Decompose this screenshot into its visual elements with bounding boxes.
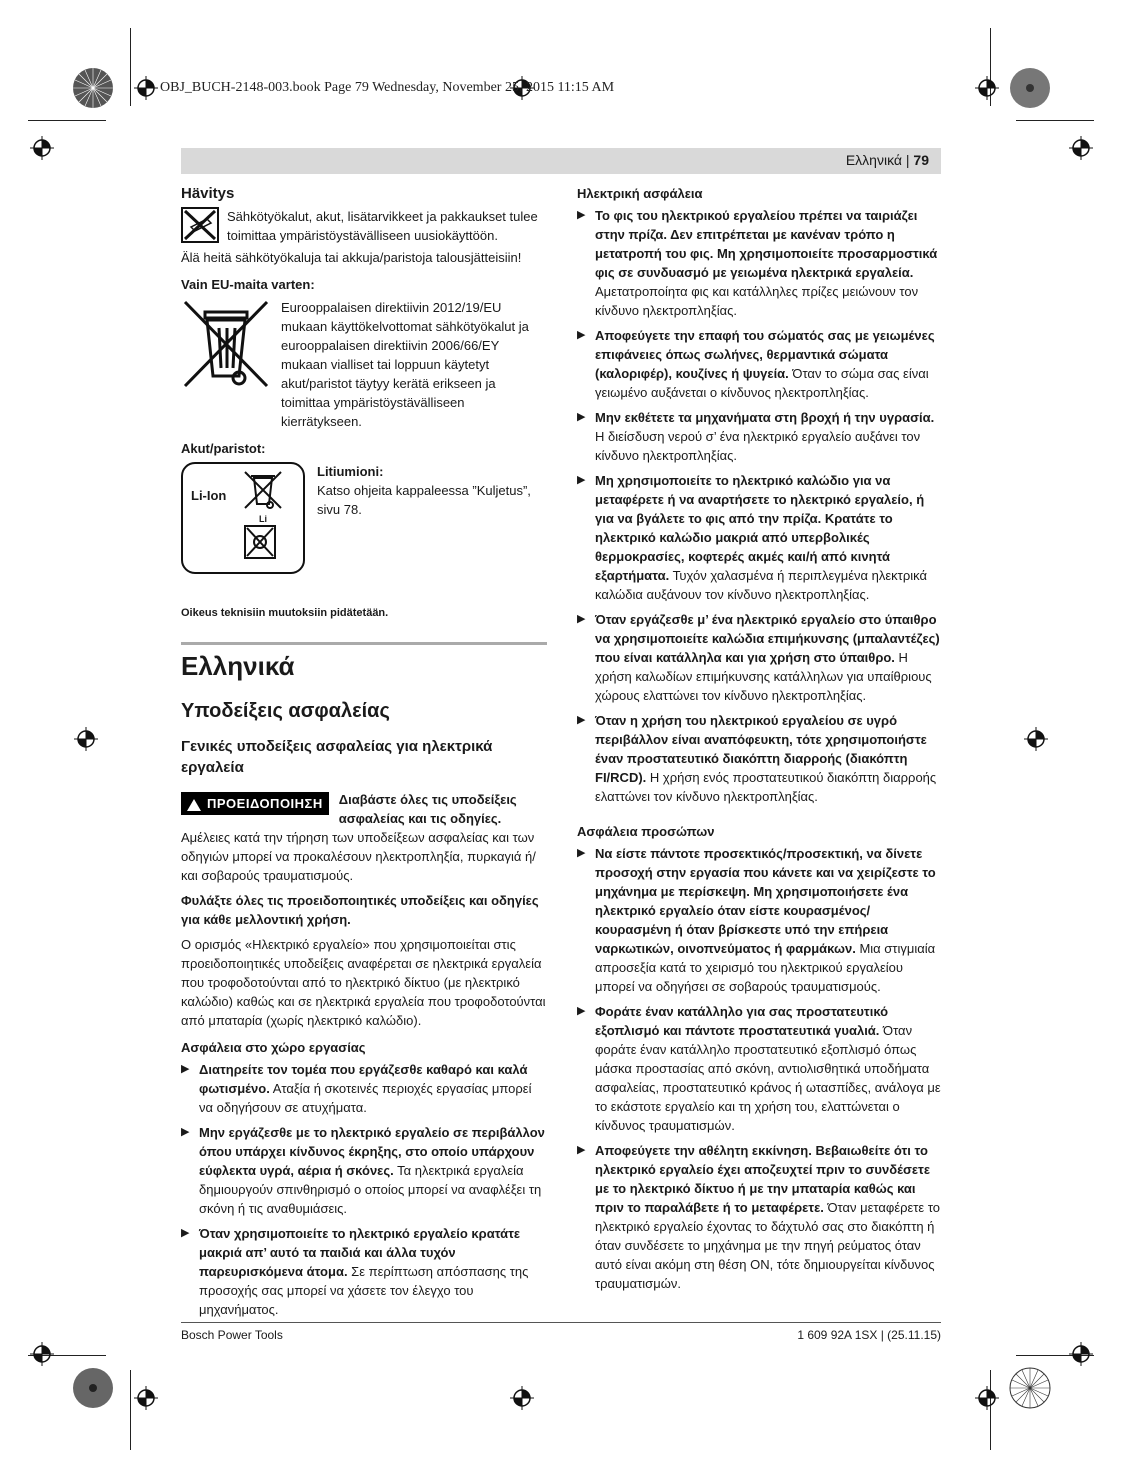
liion-text: Katso ohjeita kappaleessa ”Kuljetus”, sivu 78. [317, 483, 531, 517]
item-bold: Αποφεύγετε την επαφή του σώματός σας με γειωμένες επιφάνειες όπως σωλήνες, θερμαντικά σώματα (καλοριφέρ), κουζίνες ή ψυγεία. [595, 328, 935, 381]
print-slug: OBJ_BUCH-2148-003.book Page 79 Wednesday, November 25, 2015 11:15 AM [160, 80, 615, 95]
item-text: Σε περίπτωση απόσπασης της προσοχής σας μπορεί να χάσετε τον έλεγχο του μηχανήματος. [199, 1264, 529, 1317]
bullet-arrow-icon: ▶ [577, 1144, 586, 1156]
list-item [181, 1060, 547, 1117]
registration-mark-icon [1069, 1342, 1093, 1366]
footer-brand: Bosch Power Tools [181, 1328, 283, 1342]
page-number: 79 [913, 152, 929, 168]
crossed-bin-small-icon [241, 468, 285, 512]
registration-mark-icon [134, 1386, 158, 1410]
bullet-arrow-icon: ▶ [577, 847, 586, 859]
safety-heading: Υποδείξεις ασφαλείας [181, 700, 390, 722]
bullet-arrow-icon: ▶ [577, 1005, 586, 1017]
list-item [577, 844, 941, 996]
header-separator: | [902, 152, 914, 168]
print-rosette-icon [72, 1367, 114, 1409]
crossed-battery-icon [243, 524, 277, 560]
definition-text: Ο ορισμός «Ηλεκτρικό εργαλείο» που χρησιμοποιείται στις προειδοποιητικές υποδείξεις αναφέρεται σε ηλεκτρικά εργαλεία που τροφοδοτούνται από το ηλεκτρικό δίκτυο (με ηλεκτρικό καλώδιο) καθώς και σε ηλεκτρικά εργαλεία που τροφοδοτούνται από μπαταρία (χωρίς ηλεκτρικό καλώδιο). [181, 937, 546, 1028]
item-text: Όταν το σώμα σας είναι γειωμένο αυξάνεται ο κίνδυνος ηλεκτροπληξίας. [595, 366, 929, 400]
item-text: Τυχόν χαλασμένα ή περιπλεγμένα ηλεκτρικά καλώδια αυξάνουν τον κίνδυνο ηλεκτροπληξίας. [595, 568, 927, 602]
left-column [181, 184, 546, 623]
registration-mark-icon [74, 727, 98, 751]
item-text: Η χρήση καλωδίων επιμήκυνσης κατάλληλων για υπαίθριους χώρους ελαττώνει τον κίνδυνο ηλεκτροπληξίας. [595, 650, 932, 703]
disposal-title: Hävitys [181, 185, 235, 202]
bullet-arrow-icon: ▶ [181, 1126, 190, 1138]
list-item [577, 711, 941, 806]
eu-block [181, 298, 546, 431]
liion-info [317, 462, 546, 574]
list-item [577, 326, 941, 402]
list-item [577, 471, 941, 604]
registration-mark-icon [510, 1386, 534, 1410]
item-text: Η διείσδυση νερού σ’ ένα ηλεκτρικό εργαλείο αυξάνει τον κίνδυνο ηλεκτροπληξίας. [595, 429, 921, 463]
personal-title: Ασφάλεια προσώπων [577, 824, 715, 839]
battery-title: Akut/paristot: [181, 441, 266, 456]
print-rosette-icon [1009, 67, 1051, 109]
bullet-arrow-icon: ▶ [577, 474, 586, 486]
warning-text: Αμέλειες κατά την τήρηση των υποδείξεων ασφαλείας και των οδηγιών μπορεί να προκαλέσουν ηλεκτροπληξία, πυρκαγιά ή/και σοβαρούς τραυματισμούς. [181, 830, 536, 883]
warning-triangle-icon [187, 799, 201, 811]
footer-docref: 1 609 92A 1SX | (25.11.15) [797, 1328, 941, 1342]
right-column [577, 184, 941, 1299]
item-text: Η χρήση ενός προστατευτικού διακόπτη διαρροής ελαττώνει τον κίνδυνο ηλεκτροπληξίας. [595, 770, 937, 804]
warning-bold: Διαβάστε όλες τις υποδείξεις ασφαλείας και τις οδηγίες. [338, 792, 517, 826]
item-bold: Μην εκθέτετε τα μηχανήματα στη βροχή ή την υγρασία. [595, 410, 935, 425]
item-bold: Διατηρείτε τον τομέα που εργάζεσθε καθαρό και καλά φωτισμένο. [199, 1062, 528, 1096]
item-bold: Όταν χρησιμοποιείτε το ηλεκτρικό εργαλείο κρατάτε μακριά απ’ αυτό τα παιδιά και άλλα τυχόν παρευρισκόμενα άτομα. [199, 1226, 521, 1279]
list-item [577, 408, 941, 465]
eu-text: Eurooppalaisen direktiivin 2012/19/EU mukaan käyttökelvottomat sähkötyökalut ja eurooppalaisen direktiivin 2006/66/EY mukaan vialliset tai loppuun käytetyt akut/paristot täytyy kerätä erikseen ja toimittaa ympäristöystävälliseen kierrätykseen. [281, 300, 529, 429]
bullet-arrow-icon: ▶ [577, 329, 586, 341]
disposal-block [181, 207, 546, 245]
item-text: Μια στιγμιαία απροσεξία κατά το χειρισμό του ηλεκτρικού εργαλείου μπορεί να οδηγήσει σε σοβαρούς τραυματισμούς. [595, 941, 936, 994]
liion-title: Litiumioni: [317, 464, 384, 479]
list-item [181, 1224, 547, 1319]
electrical-title: Ηλεκτρική ασφάλεια [577, 186, 703, 201]
rights-note: Oikeus teknisiin muutoksiin pidätetään. [181, 607, 389, 619]
list-item [577, 1141, 941, 1293]
bullet-arrow-icon: ▶ [181, 1063, 190, 1075]
registration-mark-icon [30, 136, 54, 160]
liion-symbol-box [181, 462, 305, 574]
registration-mark-icon [134, 76, 158, 100]
list-item [577, 1002, 941, 1135]
print-rosette-icon [1009, 1367, 1051, 1409]
warning-label: ΠΡΟΕΙΔΟΠΟΙΗΣΗ [207, 796, 323, 811]
list-item [577, 206, 941, 320]
list-item [577, 610, 941, 705]
bullet-arrow-icon: ▶ [577, 411, 586, 423]
item-text: Τα ηλεκτρικά εργαλεία δημιουργούν σπινθηρισμό ο οποίος μπορεί να αναφλέξει τη σκόνη ή τις αναθυμιάσεις. [199, 1163, 542, 1216]
disposal-crossed-tool-icon [181, 207, 219, 243]
registration-mark-icon [1069, 136, 1093, 160]
section-divider [181, 642, 547, 645]
item-bold: Φοράτε έναν κατάλληλο για σας προστατευτικό εξοπλισμό και πάντοτε προστατευτικά γυαλιά. [595, 1004, 889, 1038]
registration-mark-icon [975, 1386, 999, 1410]
item-bold: Μη χρησιμοποιείτε το ηλεκτρικό καλώδιο για να μεταφέρετε ή να αναρτήσετε το ηλεκτρικό εργαλείο, ή για να βγάλετε το φις από την πρίζα. Κρατάτε το ηλεκτρικό καλώδιο μακριά από υπερβολικές θερμοκρασίες, κοφτερές ακμές και/ή από κινητά εξαρτήματα. [595, 473, 925, 583]
disposal-note: Älä heitä sähkötyökaluja tai akkuja/paristoja talousjätteisiin! [181, 250, 522, 265]
general-heading: Γενικές υποδείξεις ασφαλείας για ηλεκτρικά εργαλεία [181, 738, 493, 776]
crop-mark [28, 120, 106, 121]
item-text: Όταν φοράτε έναν κατάλληλο προστατευτικό εξοπλισμό όπως μάσκα προστασίας από σκόνη, αντιολισθητικά υποδήματα ασφαλείας, προστατευτικό κράνος ή ωτασπίδες, ανάλογα με το εκάστοτε εργαλείο και τη χρήση του, ελαττώνεται ο κίνδυνος τραυματισμών. [595, 1023, 941, 1133]
crop-mark [1016, 120, 1094, 121]
item-bold: Το φις του ηλεκτρικού εργαλείου πρέπει να ταιριάζει στην πρίζα. Δεν επιτρέπεται με κανέναν τρόπο η μετατροπή του φις. Μη χρησιμοποιείτε προσαρμοστικά φις σε συνδυασμό με γειωμένα ηλεκτρικά εργαλεία. [595, 208, 938, 280]
header-text [846, 152, 941, 168]
crop-mark [990, 1370, 991, 1450]
language-heading: Ελληνικά [181, 651, 295, 681]
left-column-greek [181, 650, 547, 1325]
eu-title: Vain EU-maita varten: [181, 277, 315, 292]
registration-mark-icon [30, 1342, 54, 1366]
bullet-arrow-icon: ▶ [577, 613, 586, 625]
header-language: Ελληνικά [845, 152, 902, 168]
registration-mark-icon [1024, 727, 1048, 751]
warning-badge [181, 792, 329, 815]
item-bold: Όταν εργάζεσθε μ’ ένα ηλεκτρικό εργαλείο στο ύπαιθρο να χρησιμοποιείτε καλώδια επιμήκυνσης (μπαλαντέζες) που είναι κατάλληλα και για χρήση στο ύπαιθρο. [595, 612, 940, 665]
list-item [181, 1123, 547, 1218]
bullet-arrow-icon: ▶ [577, 209, 586, 221]
disposal-text: Sähkötyökalut, akut, lisätarvikkeet ja pakkaukset tulee toimittaa ympäristöystävälliseen uusiokäyttöön. [227, 209, 538, 243]
item-bold: Μην εργάζεσθε με το ηλεκτρικό εργαλείο σε περιβάλλον όπου υπάρχει κίνδυνος έκρηξης, στο οποίο υπάρχουν εύφλεκτα υγρά, αέρια ή σκόνες. [199, 1125, 545, 1178]
crossed-wheelie-bin-icon [181, 298, 271, 390]
item-text: Αταξία ή σκοτεινές περιοχές εργασίας μπορεί να οδηγήσουν σε ατυχήματα. [199, 1081, 532, 1115]
warning-paragraph [181, 790, 547, 885]
item-text: Όταν μεταφέρετε το ηλεκτρικό εργαλείο έχοντας το δάχτυλό σας στο διακόπτη ή όταν συνδέσετε το μηχάνημα με την πηγή ρεύματος όταν αυτό είναι ακόμη στη θέση ON, τότε δημιουργείται κίνδυνος τραυματισμών. [595, 1200, 941, 1291]
item-bold: Αποφεύγετε την αθέλητη εκκίνηση. Βεβαιωθείτε ότι το ηλεκτρικό εργαλείο έχει αποζευχτεί πριν το συνδέσετε με το ηλεκτρικό δίκτυο ή με την μπαταρία καθώς και πριν το παραλάβετε ή το μεταφέρετε. [595, 1143, 930, 1215]
li-small-label: Li [259, 514, 267, 524]
print-rosette-icon [72, 67, 114, 109]
crop-mark [130, 1370, 131, 1450]
battery-block [181, 462, 546, 574]
crop-mark [130, 28, 131, 106]
item-bold: Να είστε πάντοτε προσεκτικός/προσεκτική, να δίνετε προσοχή στην εργασία που κάνετε και να χειρίζεστε το μηχάνημα με περίσκεψη. Μη χρησιμοποιήσετε ένα ηλεκτρικό εργαλείο όταν είστε κουρασμένος/κουρασμένη ή όταν βρίσκεστε υπό την επήρεια ναρκωτικών, οινοπνεύματος ή φαρμάκων. [595, 846, 936, 956]
workplace-title: Ασφάλεια στο χώρο εργασίας [181, 1040, 366, 1055]
bullet-arrow-icon: ▶ [577, 714, 586, 726]
liion-label: Li-Ion [191, 488, 227, 503]
keep-instructions: Φυλάξτε όλες τις προειδοποιητικές υποδείξεις και οδηγίες για κάθε μελλοντική χρήση. [181, 893, 539, 927]
page-header [181, 148, 941, 174]
footer-rule [181, 1322, 941, 1323]
item-text: Αμετατροποίητα φις και κατάλληλες πρίζες μειώνουν τον κίνδυνο ηλεκτροπληξίας. [595, 284, 919, 318]
registration-mark-icon [975, 76, 999, 100]
item-bold: Όταν η χρήση του ηλεκτρικού εργαλείου σε υγρό περιβάλλον είναι αναπόφευκτη, τότε χρησιμοποιήστε έναν προστατευτικό διακόπτη διαρροής (διακόπτη FI/RCD). [595, 713, 927, 785]
bullet-arrow-icon: ▶ [181, 1227, 190, 1239]
